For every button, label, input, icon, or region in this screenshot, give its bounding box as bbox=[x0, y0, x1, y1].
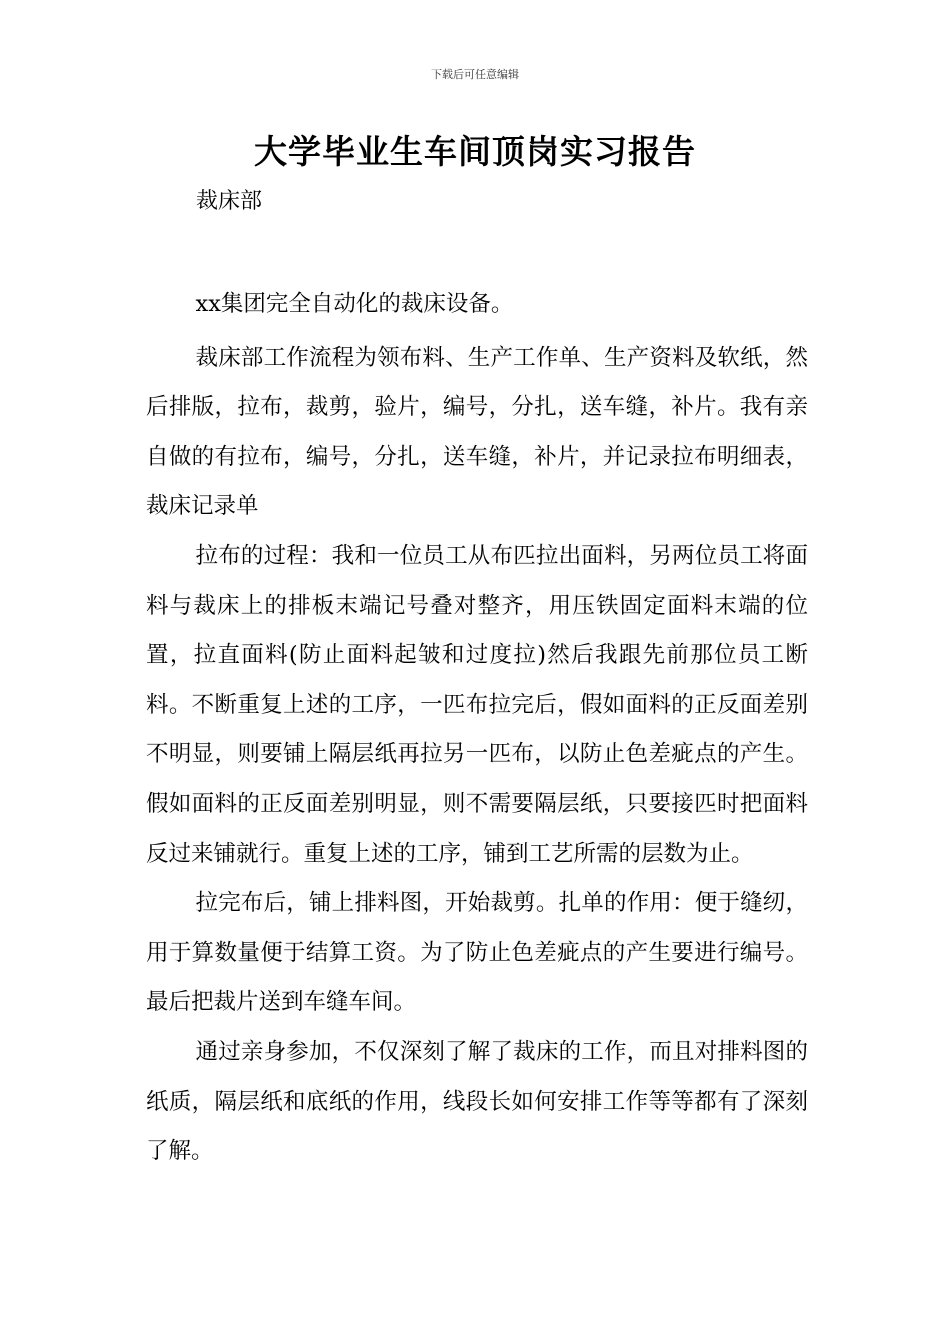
paragraph-spreading: 拉布的过程：我和一位员工从布匹拉出面料，另两位员工将面料与裁床上的排板末端记号叠对整齐，用压铁固定面料末端的位置，拉直面料(防止面料起皱和过度拉)然后我跟先前那位员工断料。不断重复上述的工序，一匹布拉完后，假如面料的正反面差别不明显，则要铺上隔层纸再拉另一匹布，以防止色差疵点的产生。假如面料的正反面差别明显，则不需要隔层纸，只要接匹时把面料反过来铺就行。重复上述的工序，铺到工艺所需的层数为止。 bbox=[146, 542, 808, 867]
paragraph-conclusion: 通过亲身参加，不仅深刻了解了裁床的工作，而且对排料图的纸质，隔层纸和底纸的作用，线段长如何安排工作等等都有了深刻了解。 bbox=[146, 1038, 808, 1165]
paragraph-cutting: 拉完布后，铺上排料图，开始裁剪。扎单的作用：便于缝纫，用于算数量便于结算工资。为了防止色差疵点的产生要进行编号。最后把裁片送到车缝车间。 bbox=[146, 890, 808, 1016]
paragraph-intro: xx集团完全自动化的裁床设备。 bbox=[195, 291, 514, 317]
document-body bbox=[146, 280, 808, 1177]
header-note: 下载后可任意编辑 bbox=[431, 68, 519, 81]
department-label: 裁床部 bbox=[196, 189, 263, 214]
paragraph-workflow: 裁床部工作流程为领布料、生产工作单、生产资料及软纸，然后排版，拉布，裁剪，验片，编号，分扎，送车缝，补片。我有亲自做的有拉布，编号，分扎，送车缝，补片，并记录拉布明细表，裁床记录单 bbox=[146, 344, 808, 520]
document-title: 大学毕业生车间顶岗实习报告 bbox=[254, 132, 696, 171]
